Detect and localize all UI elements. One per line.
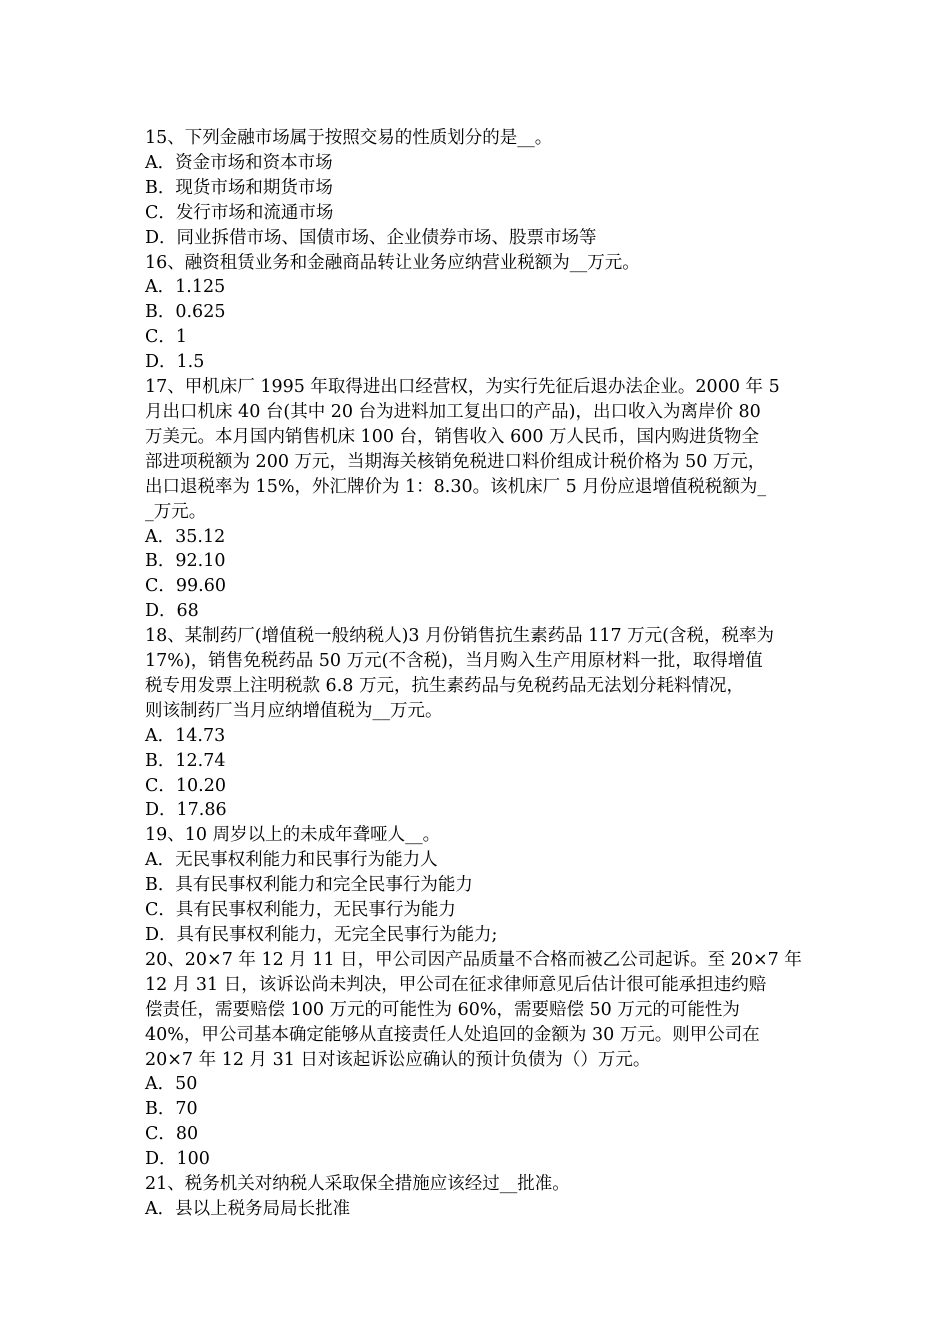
text-line: 16、融资租赁业务和金融商品转让业务应纳营业税额为__万元。 xyxy=(145,252,640,273)
text-line: 20、20×7 年 12 月 11 日，甲公司因产品质量不合格而被乙公司起诉。至 20×7 年 xyxy=(145,949,802,970)
text-line: B．具有民事权利能力和完全民事行为能力 xyxy=(145,875,473,896)
text-line: B．70 xyxy=(145,1099,198,1120)
text-line: D．具有民事权利能力，无完全民事行为能力; xyxy=(145,925,498,945)
document-body xyxy=(145,126,807,1222)
text-line: 出口退税率为 15%，外汇牌价为 1：8.30。该机床厂 5 月份应退增值税税额为_ xyxy=(145,476,767,497)
text-line: A．县以上税务局局长批准 xyxy=(145,1198,351,1219)
text-line: 19、10 周岁以上的未成年聋哑人__。 xyxy=(145,825,441,846)
text-line: 月出口机床 40 台(其中 20 台为进料加工复出口的产品)，出口收入为离岸价 80 xyxy=(145,401,761,422)
text-line: C．1 xyxy=(145,327,188,348)
text-line: 部进项税额为 200 万元，当期海关核销免税进口料价组成计税价格为 50 万元， xyxy=(145,451,766,472)
text-line: C．99.60 xyxy=(145,576,226,597)
text-line: 12 月 31 日，该诉讼尚未判决，甲公司在征求律师意见后估计很可能承担违约赔 xyxy=(145,974,767,995)
text-line: C．具有民事权利能力，无民事行为能力 xyxy=(145,900,456,921)
text-line: 17%)，销售免税药品 50 万元(不含税)，当月购入生产用原材料一批，取得增值 xyxy=(145,651,763,672)
text-line: D．17.86 xyxy=(145,800,227,821)
text-line: A．资金市场和资本市场 xyxy=(145,152,333,173)
text-line: A．无民事权利能力和民事行为能力人 xyxy=(145,850,438,871)
text-line: A．14.73 xyxy=(145,725,226,746)
text-line: 偿责任，需要赔偿 100 万元的可能性为 60%，需要赔偿 50 万元的可能性为 xyxy=(145,999,740,1020)
text-line: D．68 xyxy=(145,601,199,622)
text-line: C．10.20 xyxy=(145,775,226,796)
text-line: 15、下列金融市场属于按照交易的性质划分的是__。 xyxy=(145,128,553,148)
text-line: A．50 xyxy=(145,1074,198,1095)
text-line: 17、甲机床厂 1995 年取得进出口经营权，为实行先征后退办法企业。2000 年 5 xyxy=(145,377,780,398)
text-line: 万美元。本月国内销售机床 100 台，销售收入 600 万人民币，国内购进货物全 xyxy=(145,426,760,447)
text-line: B．92.10 xyxy=(145,551,226,572)
text-line: 税专用发票上注明税款 6.8 万元，抗生素药品与免税药品无法划分耗料情况， xyxy=(145,675,744,696)
text-line: 40%，甲公司基本确定能够从直接责任人处追回的金额为 30 万元。则甲公司在 xyxy=(145,1024,760,1045)
text-line: C．80 xyxy=(145,1124,199,1145)
text-line: B．12.74 xyxy=(145,750,226,771)
text-line: 21、税务机关对纳税人采取保全措施应该经过__批准。 xyxy=(145,1174,570,1195)
text-line: C．发行市场和流通市场 xyxy=(145,202,334,223)
text-line: A．35.12 xyxy=(145,526,226,547)
text-line: B．现货市场和期货市场 xyxy=(145,177,333,198)
text-line: D．同业拆借市场、国债市场、企业债券市场、股票市场等 xyxy=(145,227,597,248)
text-line: 20×7 年 12 月 31 日对该起诉讼应确认的预计负债为（）万元。 xyxy=(145,1049,651,1070)
text-line: 则该制药厂当月应纳增值税为__万元。 xyxy=(145,700,443,721)
text-line: D．100 xyxy=(145,1149,210,1170)
text-line: A．1.125 xyxy=(145,277,226,298)
text-line: _万元。 xyxy=(145,501,207,522)
text-line: D．1.5 xyxy=(145,352,205,373)
text-line: 18、某制药厂(增值税一般纳税人)3 月份销售抗生素药品 117 万元(含税，税率为 xyxy=(145,626,774,647)
text-line: B．0.625 xyxy=(145,302,226,323)
